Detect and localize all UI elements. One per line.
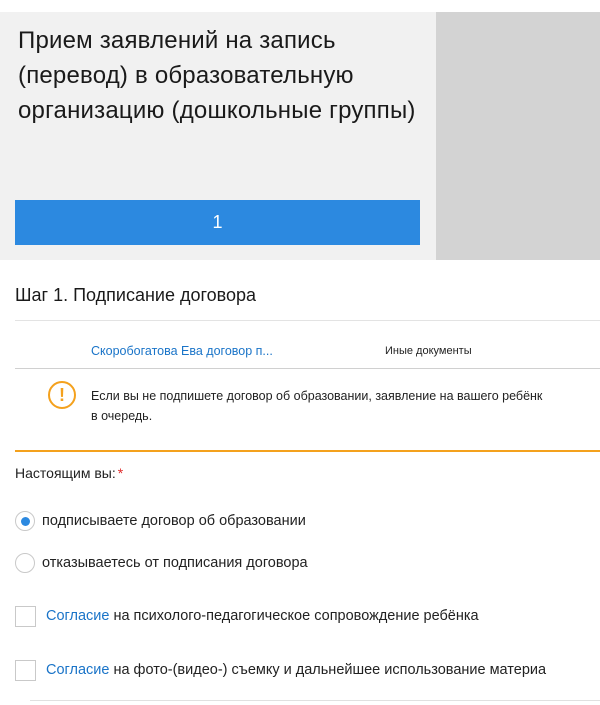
warning-alert [15, 369, 600, 452]
radio-label[interactable]: отказываетесь от подписания договора [42, 555, 308, 571]
page-title: Прием заявлений на запись (перевод) в образовательную организацию (дошкольные группы) [18, 27, 416, 124]
radio-button[interactable] [15, 511, 35, 531]
divider [30, 700, 600, 701]
document-link[interactable]: Скоробогатова Ева договор п... [91, 344, 273, 358]
consent-link[interactable]: Согласие [46, 662, 110, 678]
consent-psychology[interactable] [15, 605, 479, 627]
document-type: Иные документы [385, 345, 472, 357]
radio-selected-dot [21, 517, 30, 526]
step-progress-bar [15, 200, 420, 245]
warning-line-1: Если вы не подпишете договор об образовании, заявление на вашего ребёнк [91, 389, 543, 403]
header-side-panel [436, 12, 600, 260]
consent-photo[interactable] [15, 659, 546, 681]
required-mark: * [117, 465, 124, 481]
question-label [15, 465, 123, 481]
step-number: 1 [212, 212, 223, 232]
consent-link[interactable]: Согласие [46, 608, 110, 624]
warning-icon: ! [48, 381, 76, 409]
checkbox[interactable] [15, 606, 36, 627]
consent-text: на фото-(видео-) съемку и дальнейшее использование материа [113, 662, 547, 678]
document-row [15, 335, 600, 367]
radio-option-sign[interactable] [15, 510, 306, 532]
divider [15, 320, 600, 321]
radio-option-refuse[interactable] [15, 552, 308, 574]
radio-label[interactable]: подписываете договор об образовании [42, 513, 306, 529]
step-heading: Шаг 1. Подписание договора [15, 285, 257, 305]
warning-text [91, 386, 600, 426]
radio-button[interactable] [15, 553, 35, 573]
warning-line-2: в очередь. [91, 409, 153, 423]
question-text: Настоящим вы: [15, 465, 116, 481]
checkbox[interactable] [15, 660, 36, 681]
consent-text: на психолого-педагогическое сопровождение ребёнка [113, 608, 479, 624]
